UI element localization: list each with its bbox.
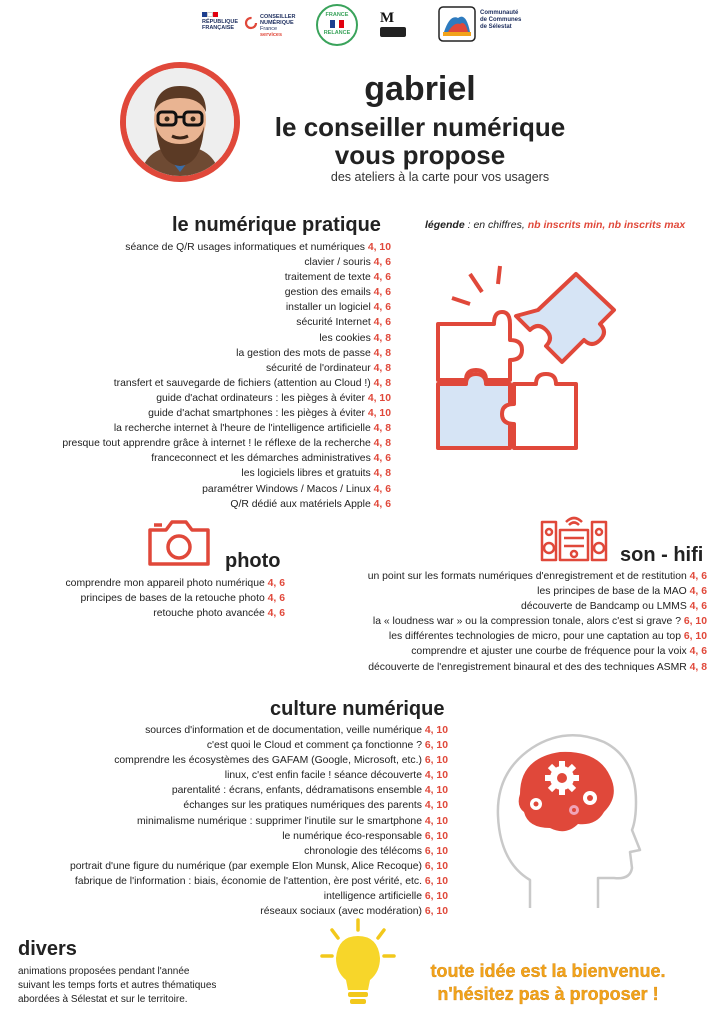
header-logos [198,4,528,46]
puzzle-icon [430,262,630,472]
list-item: guide d'achat smartphones : les pièges à éviter 4, 10 [148,408,391,420]
page-title-name: gabriel [364,70,476,108]
section-title-photo: photo [225,550,281,572]
list-photo [65,576,285,621]
list-item: séance de Q/R usages informatiques et numériques 4, 10 [125,242,391,253]
list-item: principes de bases de la retouche photo 4, 6 [80,593,285,605]
avatar [120,62,240,182]
france-relance-logo: FRANCE RELANCE [316,4,358,46]
list-item: presque tout apprendre grâce à internet ! le réflexe de la recherche 4, 8 [62,438,391,450]
list-item: Q/R dédié aux matériels Apple 4, 6 [230,498,391,510]
list-item: paramétrer Windows / Macos / Linux 4, 6 [202,483,391,495]
list-item: sécurité Internet 4, 6 [296,317,391,329]
list-item: sécurité de l'ordinateur 4, 8 [265,362,391,374]
list-hifi [368,569,707,675]
list-item: comprendre et ajuster une courbe de fréquence pour la voix 4, 6 [411,646,707,658]
list-item: réseaux sociaux (avec modération) 6, 10 [260,906,448,918]
list-item: traitement de texte 4, 6 [284,272,391,284]
ccs-emblem-icon [438,6,476,42]
list-item: linux, c'est enfin facile ! séance découverte 4, 10 [224,770,448,782]
camera-icon [146,518,212,568]
avatar-portrait-icon [126,68,234,176]
closing-message [388,960,708,1006]
list-item: fabrique de l'information : biais, économie de l'attention, ère post vérité, etc. 6, 10 [74,875,448,887]
list-item: comprendre mon appareil photo numérique 4, 6 [65,578,285,589]
list-item: parentalité : écrans, enfants, dédramatisons ensemble 4, 10 [171,785,448,797]
list-item: guide d'achat ordinateurs : les pièges à éviter 4, 10 [156,392,391,404]
list-item: transfert et sauvegarde de fichiers (attention au Cloud !) 4, 8 [113,377,391,389]
list-item: la gestion des mots de passe 4, 8 [236,347,391,359]
head-gears-icon [486,712,642,912]
page-title-line3: vous propose [334,140,506,170]
list-item: portrait d'une figure du numérique (par exemple Elon Munsk, Alice Recoque) 6, 10 [69,860,448,872]
legend-label: légende [425,219,465,231]
section-title-culture: culture numérique [270,698,445,720]
list-item: la recherche internet à l'heure de l'intelligence artificielle 4, 8 [113,423,391,435]
list-item: minimalisme numérique : supprimer l'inutile sur le smartphone 4, 10 [137,815,448,827]
list-item: échanges sur les pratiques numériques des parents 4, 10 [183,800,448,812]
list-item: les différentes technologies de micro, pour une captation au top 6, 10 [388,631,707,643]
legend-sep: : en chiffres, [464,219,528,231]
section-title-pratique: le numérique pratique [172,214,381,236]
list-item: découverte de Bandcamp ou LMMS 4, 6 [520,601,707,613]
list-item: c'est quoi le Cloud et comment ça fonctionne ? 6, 10 [206,740,448,752]
legend-highlight: nb inscrits min, nb inscrits max [527,219,686,231]
list-item: clavier / souris 4, 6 [304,257,391,269]
list-item: découverte de l'enregistrement binaural et des des techniques ASMR 4, 8 [368,661,707,673]
closing-line1: toute idée est la bienvenue. [430,961,666,981]
list-item: chronologie des télécoms 6, 10 [304,845,448,857]
list-item: installer un logiciel 4, 6 [285,302,391,314]
list-item: intelligence artificielle 6, 10 [323,891,448,903]
m-logo: M [380,10,410,42]
list-item: sources d'information et de documentation, veille numérique 4, 10 [145,725,448,736]
list-culture [70,723,448,919]
section-title-hifi: son - hifi [620,544,704,566]
divers-text: animations proposées pendant l'année suivant les temps forts et autres thématiques abordées à Sélestat et sur le territoire. [18,966,217,1005]
lightbulb-icon [320,918,396,1010]
list-item: les cookies 4, 8 [319,332,391,344]
list-item: franceconnect et les démarches administratives 4, 6 [151,453,391,465]
list-item: gestion des emails 4, 6 [284,287,391,299]
list-item: les principes de base de la MAO 4, 6 [537,586,707,598]
list-pratique [62,240,391,512]
section-title-divers: divers [18,938,77,960]
page-subtitle: des ateliers à la carte pour vos usagers [330,170,550,184]
list-item: les logiciels libres et gratuits 4, 8 [241,468,391,480]
list-item: le numérique éco-responsable 6, 10 [282,830,448,842]
republique-francaise-logo: RÉPUBLIQUE FRANÇAISE [202,12,242,42]
hifi-system-icon [540,512,608,562]
list-item: comprendre les écosystèmes des GAFAM (Google, Microsoft, etc.) 6, 10 [114,755,448,767]
conseiller-numerique-logo: CONSEILLER NUMÉRIQUE France services [244,12,300,44]
closing-line2: n'hésitez pas à proposer ! [437,984,659,1004]
cn-c-icon [244,16,258,30]
list-item: un point sur les formats numériques d'enregistrement et de restitution 4, 6 [367,571,707,582]
list-item: la « loudness war » ou la compression tonale, alors c'est si grave ? 6, 10 [372,616,707,628]
legend [425,219,685,231]
page-title-line2: le conseiller numérique [274,112,566,142]
list-item: retouche photo avancée 4, 6 [153,608,285,620]
ccs-logo: Communauté de Communes de Sélestat [438,6,538,44]
